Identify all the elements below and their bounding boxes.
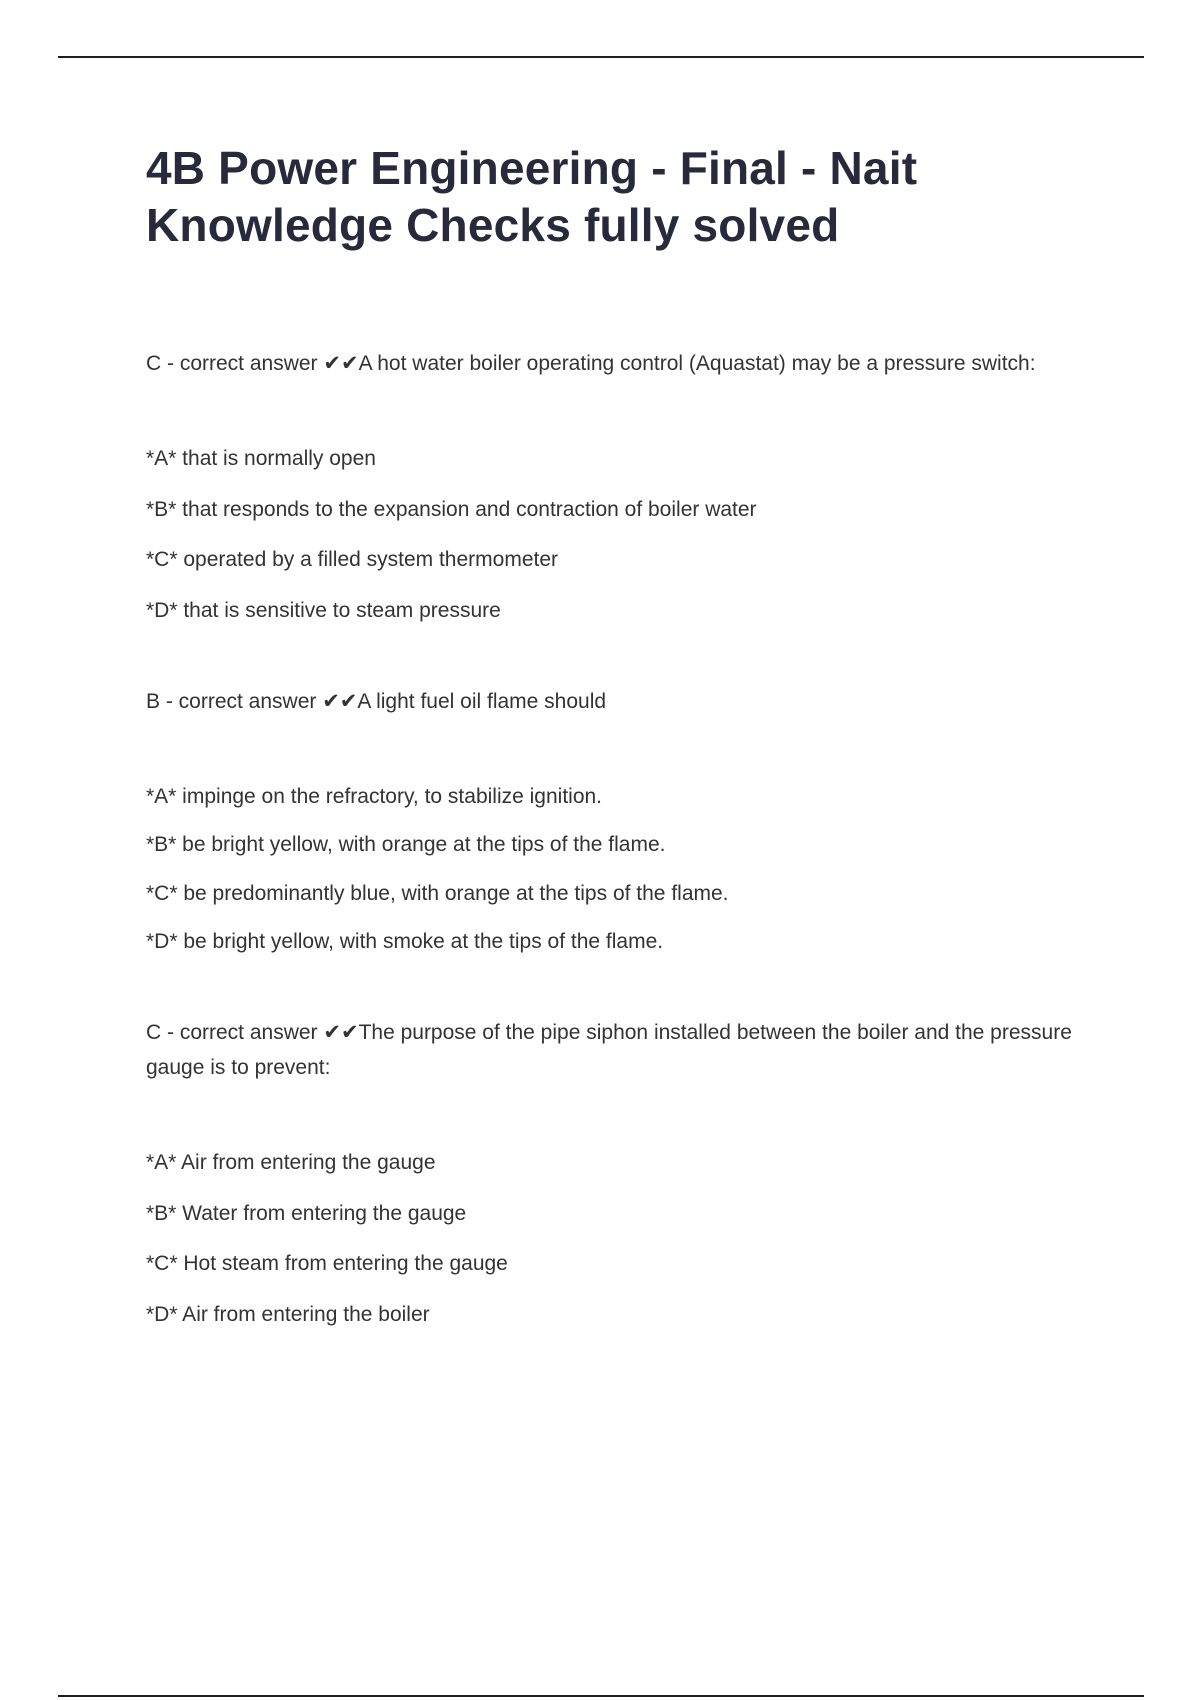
answer-option-b: *B* Water from entering the gauge	[146, 1201, 467, 1225]
answer-option-d: *D* be bright yellow, with smoke at the tips of the flame.	[146, 930, 664, 953]
question-block-1	[146, 346, 1106, 626]
page-content	[146, 140, 1106, 1350]
question-block-2	[146, 684, 1106, 958]
question-block-3	[146, 1015, 1106, 1330]
question-prompt: C - correct answer ✔✔A hot water boiler operating control (Aquastat) may be a pressure switch:	[146, 352, 1036, 375]
answer-option-b: *B* be bright yellow, with orange at the tips of the flame.	[146, 833, 666, 856]
answer-option-c: *C* operated by a filled system thermometer	[146, 548, 559, 571]
answer-option-b: *B* that responds to the expansion and contraction of boiler water	[146, 497, 757, 521]
answer-option-a: *A* Air from entering the gauge	[146, 1151, 436, 1174]
question-prompt: B - correct answer ✔✔A light fuel oil flame should	[146, 689, 607, 713]
footer-rule	[58, 1695, 1144, 1697]
question-prompt: C - correct answer ✔✔The purpose of the pipe siphon installed between the boiler and the pressure gauge is to prevent:	[146, 1021, 1072, 1079]
answer-option-d: *D* that is sensitive to steam pressure	[146, 598, 501, 622]
header-rule	[58, 56, 1144, 58]
answer-option-a: *A* that is normally open	[146, 447, 376, 470]
answer-option-c: *C* Hot steam from entering the gauge	[146, 1252, 508, 1275]
answer-option-c: *C* be predominantly blue, with orange at the tips of the flame.	[146, 881, 729, 905]
document-title: 4B Power Engineering - Final - Nait Knowledge Checks fully solved	[146, 142, 918, 251]
answer-option-d: *D* Air from entering the boiler	[146, 1302, 430, 1326]
answer-option-a: *A* impinge on the refractory, to stabilize ignition.	[146, 784, 603, 808]
